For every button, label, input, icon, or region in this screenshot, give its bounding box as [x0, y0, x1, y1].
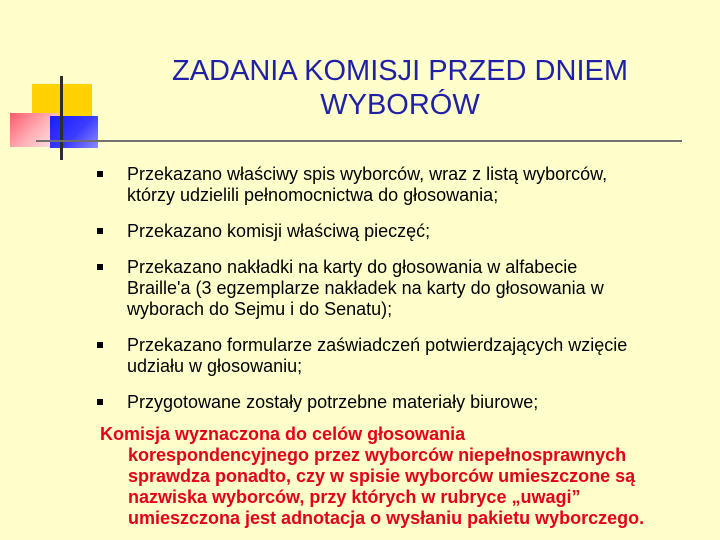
slide-title	[100, 54, 700, 122]
bullet-square-icon	[97, 228, 103, 234]
bullet-text-line: Braille'a (3 egzemplarze nakładek na karty do głosowania w	[127, 278, 604, 298]
bullet-square-icon	[97, 342, 103, 348]
bullet-item	[96, 392, 696, 413]
bullet-item	[96, 335, 696, 377]
bullet-item	[96, 257, 696, 320]
bullet-item	[96, 221, 696, 242]
bullet-text-line: Przekazano komisji właściwą pieczęć;	[127, 221, 431, 241]
footer-note-line: nazwiska wyborców, przy których w rubryce „uwagi”	[128, 487, 581, 507]
footer-note-lead: Komisja wyznaczona do celów głosowania	[100, 424, 466, 444]
bullet-text-line: Przygotowane zostały potrzebne materiały biurowe;	[127, 392, 539, 412]
slide-title-line-2: WYBORÓW	[320, 89, 480, 121]
bullet-text-line: Przekazano właściwy spis wyborców, wraz z listą wyborców,	[127, 164, 608, 184]
title-divider-line	[36, 140, 682, 142]
bullet-list	[96, 164, 696, 428]
bullet-text-line: którzy udzielili pełnomocnictwa do głosowania;	[127, 185, 499, 205]
footer-note-line: sprawdza ponadto, czy w spisie wyborców umieszczone są	[128, 466, 636, 486]
bullet-text-line: Przekazano formularze zaświadczeń potwierdzających wzięcie	[127, 335, 628, 355]
bullet-text-line: Przekazano nakładki na karty do głosowania w alfabecie	[127, 257, 578, 277]
bullet-text-line: wyborach do Sejmu i do Senatu);	[127, 299, 393, 319]
footer-note-line: umieszczona jest adnotacja o wysłaniu pakietu wyborczego.	[128, 508, 645, 528]
slide-title-line-1: ZADANIA KOMISJI PRZED DNIEM	[172, 55, 628, 87]
bullet-square-icon	[97, 171, 103, 177]
bullet-text-line: udziału w głosowaniu;	[127, 356, 303, 376]
logo-vertical-line	[60, 76, 63, 160]
footer-note	[100, 424, 710, 529]
logo-blue-square	[50, 116, 98, 148]
bullet-square-icon	[97, 264, 103, 270]
bullet-item	[96, 164, 696, 206]
bullet-square-icon	[97, 399, 103, 405]
footer-note-line: korespondencyjnego przez wyborców niepełnosprawnych	[128, 445, 627, 465]
